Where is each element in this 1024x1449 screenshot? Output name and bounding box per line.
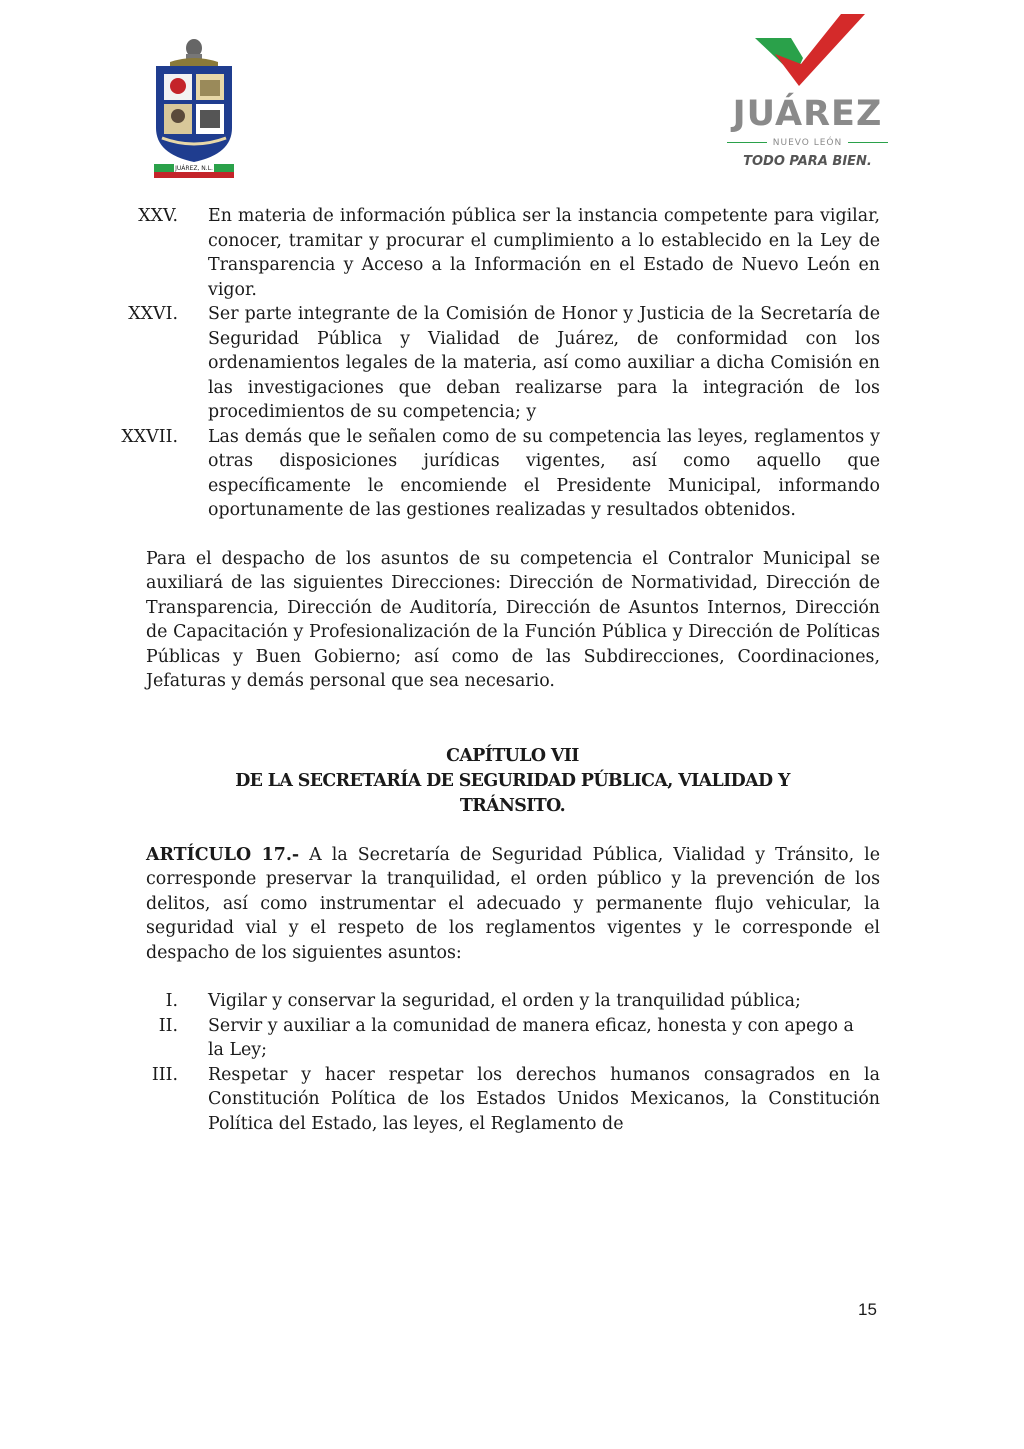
item-number: XXV. [138, 206, 178, 226]
chapter-title: CAPÍTULO VII [446, 745, 579, 766]
item-number: I. [165, 991, 178, 1011]
chapter-subtitle-line2: TRÁNSITO. [459, 795, 566, 816]
list-bottom [110, 989, 880, 1136]
checkmark-logo-icon [755, 14, 865, 86]
item-text: Vigilar y conservar la seguridad, el orden y la tranquilidad pública; [208, 991, 801, 1011]
paragraph: Para el despacho de los asuntos de su competencia el Contralor Municipal se auxiliará de las siguientes Direcciones: Dirección de Normatividad, Dirección de Transparencia, Dirección de Auditoría, Dirección de Asuntos Internos, Dirección de Capacitación y Profesionalización de la Función Pública y Dirección de Políticas Públicas y Buen Gobierno; así como de las Subdirecciones, Coordinaciones, Jefaturas y demás personal que sea necesario. [146, 548, 880, 691]
document-body [110, 204, 880, 1136]
article-text: A la Secretaría de Seguridad Pública, Vialidad y Tránsito, le corresponde preservar la tranquilidad, el orden público y la prevención de los delitos, así como instrumentar el adecuado y permanente flujo vehicular, la seguridad vial y el respeto de los reglamentos vigentes y le corresponde el despacho de los siguientes asuntos: [146, 844, 880, 963]
list-item [110, 1063, 880, 1137]
list-item [110, 1014, 880, 1063]
logo-subtitle: NUEVO LEÓN [715, 138, 900, 148]
item-text: Ser parte integrante de la Comisión de Honor y Justicia de la Secretaría de Seguridad Pública y Vialidad de Juárez, de conformidad con los ordenamientos legales de la materia, así como auxiliar a dicha Comisión en las investigaciones que deban realizarse para la integración de los procedimientos de su competencia; y [208, 304, 880, 422]
chapter-subtitle-line1: DE LA SECRETARÍA DE SEGURIDAD PÚBLICA, VIALIDAD Y [235, 770, 790, 791]
juarez-logo [715, 14, 900, 174]
item-number: XXVII. [121, 426, 178, 447]
article-paragraph [146, 843, 880, 966]
article-label: ARTÍCULO 17.- [146, 844, 300, 865]
item-text: Servir y auxiliar a la comunidad de manera eficaz, honesta y con apego a la Ley; [208, 1015, 854, 1060]
item-number: XXVI. [128, 304, 178, 324]
logo-tagline: TODO PARA BIEN. [743, 154, 872, 169]
logo-name: JUÁREZ [732, 94, 883, 134]
svg-text:JUÁREZ, N.L.: JUÁREZ, N.L. [175, 165, 213, 172]
item-number: II. [158, 1015, 178, 1036]
list-item [110, 989, 880, 1014]
item-text: Respetar y hacer respetar los derechos humanos consagrados en la Constitución Política de los Estados Unidos Mexicanos, la Constitución Política del Estado, las leyes, el Reglamento de [208, 1064, 880, 1134]
list-item [110, 204, 880, 302]
coat-of-arms-logo [148, 36, 240, 184]
page-number: 15 [858, 1300, 877, 1319]
item-text: Las demás que le señalen como de su competencia las leyes, reglamentos y otras disposiciones jurídicas vigentes, así como aquello que específicamente le encomiende el Presidente Municipal, informando oportunamente de las gestiones realizadas y resultados obtenidos. [208, 426, 880, 520]
list-top [110, 204, 880, 523]
list-item [110, 425, 880, 523]
item-number: III. [151, 1064, 178, 1085]
item-text: En materia de información pública ser la instancia competente para vigilar, conocer, tramitar y procurar el cumplimiento a lo establecido en la Ley de Transparencia y Acceso a la Información en el Estado de Nuevo León en vigor. [208, 206, 880, 300]
list-item [110, 302, 880, 425]
